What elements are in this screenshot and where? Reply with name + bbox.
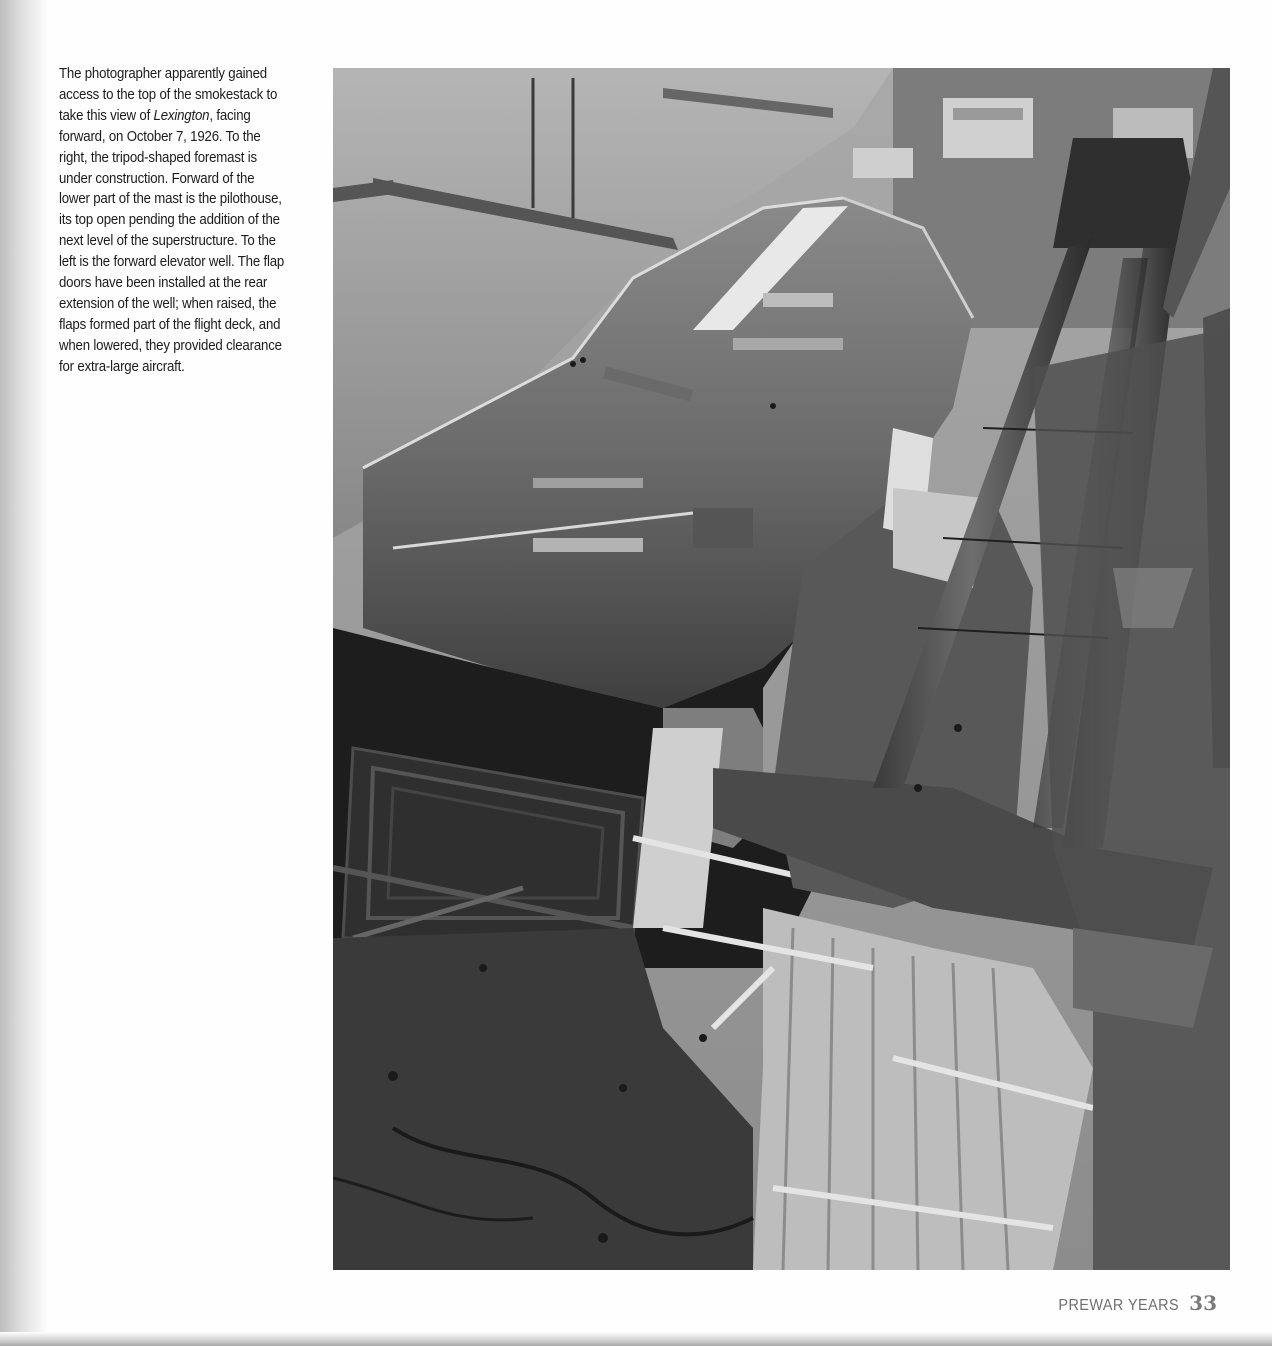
- page-footer: [1045, 1291, 1217, 1315]
- page-number: 33: [1189, 1291, 1217, 1315]
- page-bottom-edge: [0, 1332, 1272, 1346]
- running-head: PREWAR YEARS: [1058, 1297, 1180, 1314]
- photo-caption: [59, 64, 285, 378]
- gutter-shadow: [0, 0, 48, 1346]
- caption-text-2: , facing forward, on October 7, 1926. To the right, the tripod-shaped foremast is under construction. Forward of the lower part of the mast is the pilothouse, its top open pending the addition of the next level of the superstructure. To the left is the forward elevator well. The flap doors have been installed at the rear extension of the well; when raised, the flaps formed part of the flight deck, and when lowered, they provided clearance for extra-large aircraft.: [59, 107, 285, 375]
- ship-construction-photo: [333, 68, 1230, 1270]
- caption-ship-name: Lexington: [153, 107, 210, 124]
- caption-text-1: The photographer apparently gained access to the top of the smokestack to take this view of: [59, 66, 278, 124]
